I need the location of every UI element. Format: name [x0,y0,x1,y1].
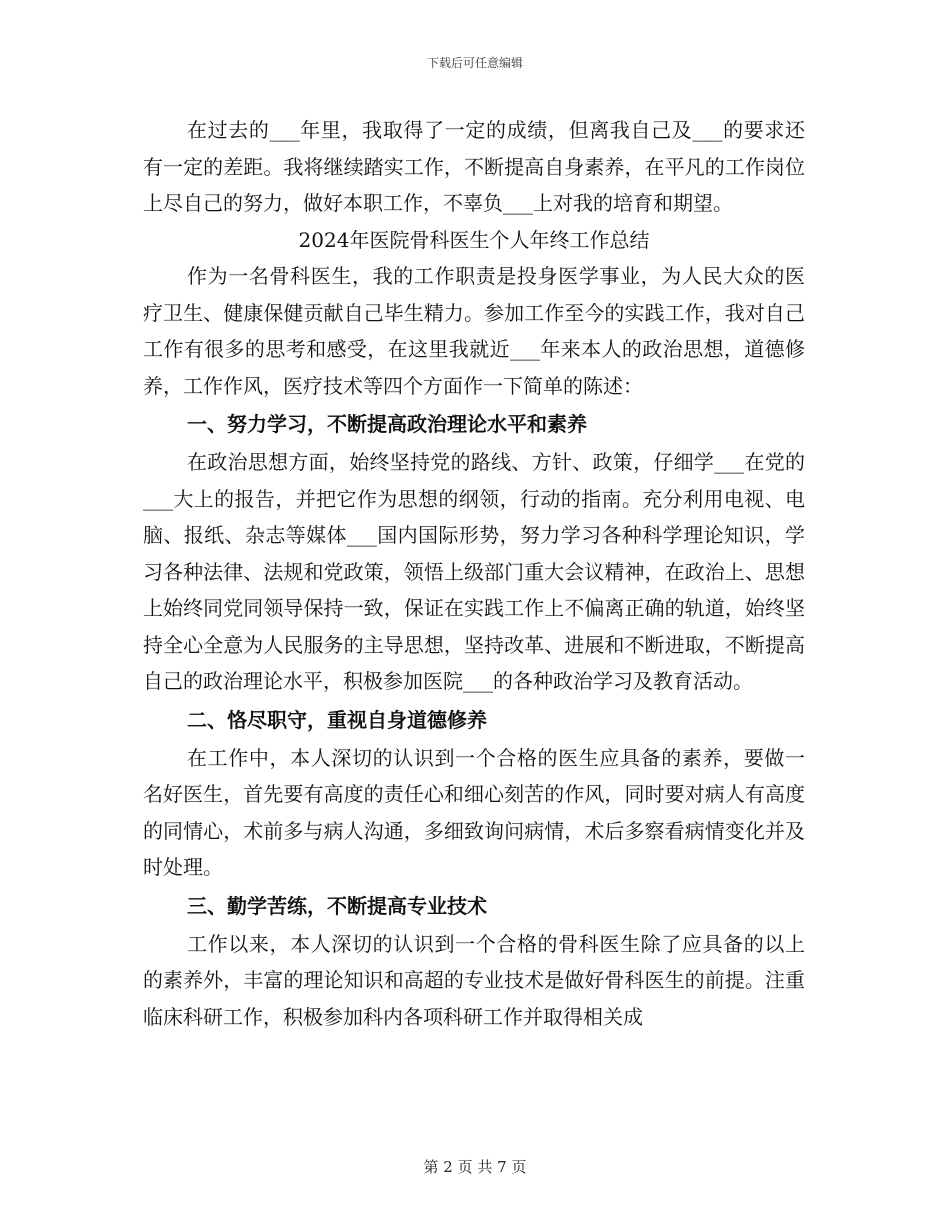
section-heading-1: 一、努力学习，不断提高政治理论水平和素养 [187,412,587,436]
page-number: 第 2 页 共 7 页 [423,1158,527,1176]
section-heading-2: 二、恪尽职守，重视自身道德修养 [187,707,487,732]
paragraph-3: 在政治思想方面，始终坚持党的路线、方针、政策，仔细学___在党的___大上的报告，并把它作为思想的纲领，行动的指南。充分利用电视、电脑、报纸、杂志等媒体___国内国际形势，努力学习各种科学理论知识，学习各种法律、法规和党政策，领悟上级部门重大会议精神，在政治上、思想上始终同党同领导保持一致，保证在实践工作上不偏离正确的轨道，始终坚持全心全意为人民服务的主导思想，坚持改革、进展和不断进取，不断提高自己的政治理论水平，积极参加医院___的各种政治学习及教育活动。 [143,450,805,693]
header-note: 下载后可任意编辑 [426,56,523,70]
paragraph-4: 在工作中，本人深切的认识到一个合格的医生应具备的素养，要做一名好医生，首先要有高度的责任心和细心刻苦的作风，同时要对病人有高度的同情心，术前多与病人沟通，多细致询问病情，术后多察看病情变化并及时处理。 [143,745,805,879]
paragraph-2: 作为一名骨科医生，我的工作职责是投身医学事业，为人民大众的医疗卫生、健康保健贡献自己毕生精力。参加工作至今的实践工作，我对自己工作有很多的思考和感受，在这里我就近___年来本人的政治思想，道德修养，工作作风，医疗技术等四个方面作一下简单的陈述： [143,264,805,398]
section-heading-3: 三、勤学苦练，不断提高专业技术 [187,893,487,918]
paragraph-5: 工作以来，本人深切的认识到一个合格的骨科医生除了应具备的以上的素养外，丰富的理论知识和高超的专业技术是做好骨科医生的前提。注重临床科研工作，积极参加科内各项科研工作并取得相关成 [143,931,805,1029]
paragraph-1: 在过去的___年里，我取得了一定的成绩，但离我自己及___的要求还有一定的差距。我将继续踏实工作，不断提高自身素养，在平凡的工作岗位上尽自己的努力，做好本职工作，不辜负___上对我的培育和期望。 [143,118,805,215]
document-title: 2024年医院骨科医生个人年终工作总结 [298,227,650,252]
document-body [143,112,805,1035]
